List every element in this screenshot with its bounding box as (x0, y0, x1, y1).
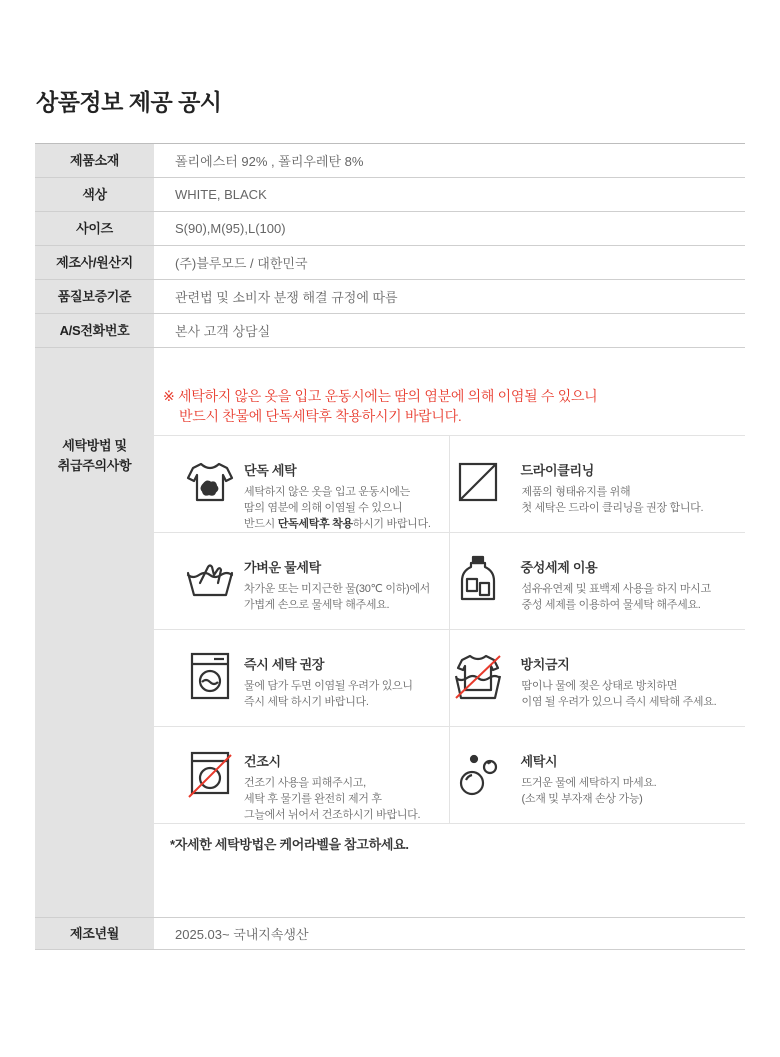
care-item-title: 단독 세탁 (244, 463, 297, 478)
desc-line: 뜨거운 물에 세탁하지 마세요. (521, 777, 657, 789)
page-title: 상품정보 제공 공시 (36, 89, 222, 115)
care-item-desc (244, 678, 444, 710)
desc-line: 가볍게 손으로 물세탁 해주세요. (244, 599, 390, 611)
desc-bold-text: 단독세탁후 착용 (277, 518, 353, 530)
desc-line: 중성 세제를 이용하여 물세탁 해주세요. (521, 599, 701, 611)
table-row (35, 212, 745, 246)
care-label-line: 세탁방법 및 (62, 438, 127, 453)
desc-line: 건조기 사용을 피해주시고, (244, 777, 366, 789)
table-row (35, 918, 745, 950)
row-label: 품질보증기준 (35, 280, 154, 313)
warning-line: 반드시 찬물에 단독세탁후 착용하시기 바랍니다. (179, 408, 462, 424)
table-row (35, 178, 745, 212)
care-item (154, 436, 450, 532)
care-item (154, 727, 450, 823)
row-value: WHITE, BLACK (175, 187, 267, 202)
table-row (35, 280, 745, 314)
row-value: 관련법 및 소비자 분쟁 해결 규정에 따름 (175, 290, 398, 305)
desc-line: 그늘에서 뉘어서 건조하시기 바랍니다. (244, 809, 421, 821)
table-row (35, 314, 745, 348)
care-item-title: 중성세제 이용 (520, 560, 598, 575)
care-item-desc (522, 678, 732, 710)
care-item-title: 드라이클리닝 (520, 463, 595, 478)
care-item (450, 630, 746, 726)
row-label: 사이즈 (35, 212, 154, 245)
desc-line: 이염 될 우려가 있으니 즉시 세탁해 주세요. (521, 696, 717, 708)
warning-line: ※ 세탁하지 않은 옷을 입고 운동시에는 땀의 염분에 의해 이염될 수 있으니 (163, 388, 598, 404)
detergent-bottle-icon (452, 553, 504, 605)
care-item-desc (522, 484, 732, 516)
row-value: S(90),M(95),L(100) (175, 221, 286, 236)
desc-text: 하시기 바랍니다. (352, 518, 431, 530)
care-item-desc (244, 484, 444, 532)
care-grid-row (154, 630, 745, 727)
row-value: (주)블루모드 / 대한민국 (175, 256, 308, 271)
row-label: 제품소재 (35, 144, 154, 177)
desc-line: 세탁하지 않은 옷을 입고 운동시에는 (244, 486, 410, 498)
dry-cleaning-icon (452, 456, 504, 508)
row-label: A/S전화번호 (35, 314, 154, 347)
care-item-title: 세탁시 (520, 754, 558, 769)
desc-line: 차가운 또는 미지근한 물(30℃ 이하)에서 (244, 583, 431, 595)
desc-line: 물에 담가 두면 이염될 우려가 있으니 (244, 680, 413, 692)
table-row (35, 246, 745, 280)
care-instructions-row (35, 348, 745, 918)
desc-line: 땀이나 물에 젖은 상태로 방치하면 (521, 680, 678, 692)
care-item (450, 727, 746, 823)
row-value: 폴리에스터 92% , 폴리우레탄 8% (175, 154, 364, 169)
care-item-desc (522, 775, 732, 807)
no-dryer-icon (184, 747, 236, 799)
care-item (154, 630, 450, 726)
care-content (154, 348, 745, 917)
care-item (450, 436, 746, 532)
row-label: 제조사/원산지 (35, 246, 154, 279)
hand-wash-icon (184, 553, 236, 605)
care-item-desc (244, 775, 444, 823)
care-item-title: 즉시 세탁 권장 (244, 657, 325, 672)
row-value: 2025.03~ 국내지속생산 (175, 927, 309, 942)
desc-line: 섬유유연제 및 표백제 사용을 하지 마시고 (521, 583, 711, 595)
care-label-line: 취급주의사항 (57, 458, 132, 473)
no-leaving-icon (452, 650, 504, 702)
desc-line (244, 516, 444, 532)
row-label: 제조년월 (35, 918, 154, 949)
care-item (450, 533, 746, 629)
desc-line: 제품의 형태유지를 위해 (521, 486, 631, 498)
product-info-table (35, 143, 745, 950)
row-label: 색상 (35, 178, 154, 211)
care-grid-row (154, 727, 745, 824)
care-grid-row (154, 436, 745, 533)
row-value: 본사 고객 상담실 (175, 324, 271, 339)
desc-line: 세탁 후 물기를 완전히 제거 후 (244, 793, 382, 805)
care-item-desc (244, 581, 444, 613)
care-item-title: 가벼운 물세탁 (244, 560, 321, 575)
warning-text (163, 386, 597, 426)
care-grid (154, 435, 745, 824)
care-label (35, 348, 154, 917)
washing-machine-icon (184, 650, 236, 702)
care-item-title: 방치금지 (520, 657, 570, 672)
table-row (35, 144, 745, 178)
care-item-title: 건조시 (244, 754, 281, 769)
desc-line: 즉시 세탁 하시기 바랍니다. (244, 696, 369, 708)
desc-line: 첫 세탁은 드라이 클리닝을 권장 합니다. (521, 502, 704, 514)
care-grid-row (154, 533, 745, 630)
desc-line: (소재 및 부자재 손상 가능) (521, 793, 643, 805)
care-item (154, 533, 450, 629)
care-item-desc (522, 581, 732, 613)
desc-text: 반드시 (244, 518, 278, 530)
shirt-icon (184, 456, 236, 508)
bubbles-icon (452, 747, 504, 799)
care-label-note: *자세한 세탁방법은 케어라벨을 참고하세요. (170, 837, 409, 852)
desc-line: 땀의 염분에 의해 이염될 수 있으니 (244, 502, 403, 514)
